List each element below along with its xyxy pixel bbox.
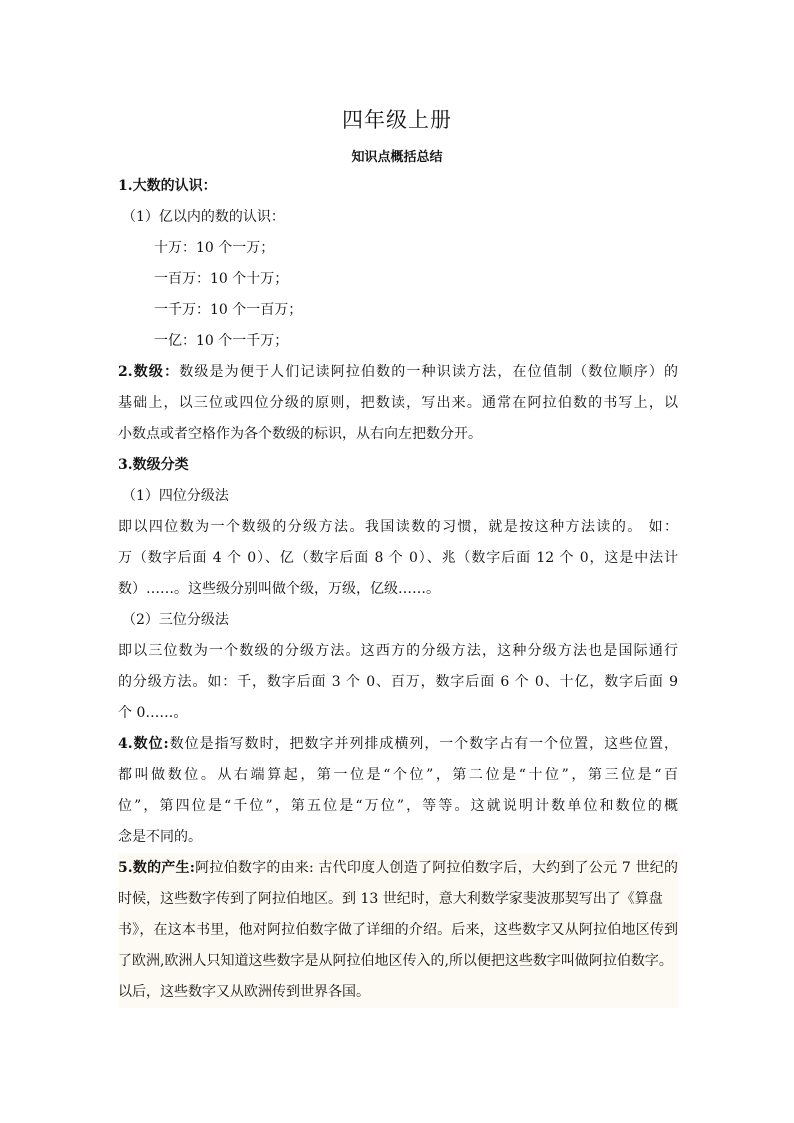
page-subtitle: 知识点概括总结	[351, 150, 443, 165]
paragraph-text: 数级是为便于人们记读阿拉伯数的一种识读方法，在位值制（数位顺序）的	[179, 364, 678, 380]
section-2-label: 2.数级：	[118, 364, 180, 380]
paragraph-line: 时候，这些数字传到了阿拉伯地区。到 13 世纪时，意大利数学家斐波那契写出了《算盘	[118, 891, 663, 907]
section-3-heading: 3.数级分类	[118, 457, 189, 473]
section-3-subheading-2: （2）三位分级法	[122, 612, 229, 628]
list-item: 十万：10 个一万；	[154, 240, 275, 256]
section-5-block	[118, 853, 678, 1008]
section-2-paragraph-line	[118, 357, 678, 388]
paragraph-line: 小数点或者空格作为各个数级的标识，从右向左把数分开。	[118, 426, 482, 442]
paragraph-line: 万（数字后面 4 个 0）、亿（数字后面 8 个 0）、兆（数字后面 12 个 0，这是中法计	[118, 550, 678, 566]
section-1-heading: 1.大数的认识：	[118, 178, 217, 194]
paragraph-line: 以后，这些数字又从欧洲传到世界各国。	[118, 984, 370, 1000]
paragraph-line: 念是不同的。	[118, 829, 202, 845]
section-1-subheading: （1）亿以内的数的认识：	[122, 209, 285, 225]
list-item: 一千万：10 个一百万；	[154, 302, 303, 318]
page-title: 四年级上册	[342, 108, 452, 132]
section-5-paragraph-line	[118, 853, 678, 884]
section-4-label: 4.数位:	[118, 736, 169, 752]
paragraph-line: 书》，在这本书里，他对阿拉伯数字做了详细的介绍。后来，这些数字又从阿拉伯地区传到	[118, 922, 678, 938]
section-5-label: 5.数的产生:	[118, 860, 195, 876]
paragraph-line: 即以三位数为一个数级的分级方法。这西方的分级方法，这种分级方法也是国际通行	[118, 643, 678, 659]
paragraph-line: 数）……。这些级分别叫做个级，万级，亿级……。	[118, 581, 440, 597]
paragraph-line: 都叫做数位。从右端算起，第一位是“个位”，第二位是“十位”，第三位是“百	[118, 767, 678, 783]
paragraph-line: 了欧洲,欧洲人只知道这些数字是从阿拉伯地区传入的,所以便把这些数字叫做阿拉伯数字。	[118, 953, 673, 969]
paragraph-text: 数位是指写数时，把数字并列排成横列，一个数字占有一个位置，这些位置，	[168, 736, 678, 752]
paragraph-text: 阿拉伯数字的由来: 古代印度人创造了阿拉伯数字后，大约到了公元 7 世纪的	[194, 860, 678, 876]
paragraph-line: 基础上，以三位或四位分级的原则，把数读，写出来。通常在阿拉伯数的书写上，以	[118, 395, 678, 411]
section-3-subheading-1: （1）四位分级法	[122, 488, 229, 504]
section-4-paragraph-line	[118, 729, 678, 760]
list-item: 一百万：10 个十万；	[154, 271, 289, 287]
paragraph-line: 的分级方法。如：千，数字后面 3 个 0、百万，数字后面 6 个 0、十亿，数字后面 9	[118, 674, 678, 690]
document-body	[118, 171, 678, 1008]
paragraph-line: 即以四位数为一个数级的分级方法。我国读数的习惯，就是按这种方法读的。 如：	[118, 519, 678, 535]
paragraph-line: 个 0……。	[118, 705, 188, 721]
list-item: 一亿：10 个一千万；	[154, 333, 289, 349]
paragraph-line: 位”，第四位是“千位”，第五位是“万位”，等等。这就说明计数单位和数位的概	[118, 798, 678, 814]
